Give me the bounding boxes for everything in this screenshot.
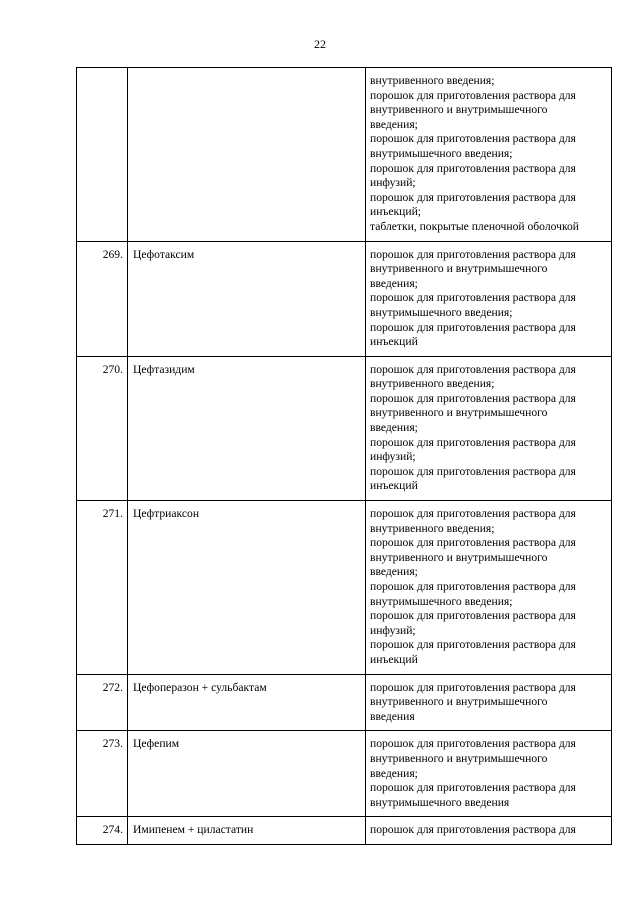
dosage-form-line: таблетки, покрытые пленочной оболочкой [370, 219, 579, 233]
table-body [77, 68, 612, 845]
drug-name: Имипенем + циластатин [128, 817, 366, 845]
table-row [77, 68, 612, 242]
dosage-form-line: порошок для приготовления раствора для [370, 823, 576, 837]
row-number: 270. [77, 356, 128, 500]
row-number: 271. [77, 501, 128, 675]
dosage-form-line: внутривенного введения; [370, 521, 495, 535]
row-number: 274. [77, 817, 128, 845]
dosage-form-line: введения; [370, 766, 418, 780]
dosage-form-line: порошок для приготовления раствора для [370, 580, 576, 593]
dosage-form-line: порошок для приготовления раствора для [370, 507, 576, 521]
dosage-form-line: порошок для приготовления раствора для [370, 247, 576, 261]
drug-name: Цефоперазон + сульбактам [128, 674, 366, 731]
dosage-forms [366, 356, 612, 500]
table-row [77, 731, 612, 817]
drug-name: Цефотаксим [128, 241, 366, 356]
dosage-form-line: внутривенного введения; [370, 377, 495, 391]
dosage-forms [366, 674, 612, 731]
dosage-form-line: введения; [370, 421, 418, 435]
row-number: 273. [77, 731, 128, 817]
dosage-form-line: введения; [370, 117, 418, 131]
dosage-form-line: инфузий; [370, 450, 416, 464]
dosage-form-line: порошок для приготовления раствора для [370, 638, 576, 652]
dosage-form-line: порошок для приготовления раствора для [370, 161, 576, 175]
dosage-form-line: внутривенного введения; [370, 74, 495, 87]
dosage-form-line: инфузий; [370, 176, 416, 190]
dosage-form-line: порошок для приготовления раствора для [370, 190, 576, 204]
dosage-forms [366, 817, 612, 845]
dosage-form-line: порошок для приготовления раствора для [370, 320, 576, 334]
table-row [77, 501, 612, 675]
dosage-form-line: введения; [370, 565, 418, 579]
row-number: 272. [77, 674, 128, 731]
dosage-form-line: внутривенного и внутримышечного [370, 406, 548, 420]
drug-name: Цефтазидим [128, 356, 366, 500]
dosage-form-line: порошок для приготовления раствора для [370, 609, 576, 623]
dosage-forms [366, 501, 612, 675]
dosage-form-line: внутримышечного введения [370, 795, 510, 809]
dosage-form-line: порошок для приготовления раствора для [370, 362, 576, 376]
dosage-forms [366, 731, 612, 817]
dosage-form-line: внутривенного и внутримышечного [370, 751, 548, 765]
page-number: 22 [314, 37, 326, 51]
table-row [77, 674, 612, 731]
table-row [77, 817, 612, 845]
dosage-form-line: внутримышечного введения; [370, 146, 513, 160]
dosage-form-line: внутримышечного введения; [370, 594, 513, 608]
table-row [77, 241, 612, 356]
table-row [77, 356, 612, 500]
row-number [77, 68, 128, 242]
dosage-forms [366, 241, 612, 356]
dosage-form-line: порошок для приготовления раствора для [370, 88, 576, 102]
dosage-form-line: внутривенного и внутримышечного [370, 695, 548, 709]
drug-name [128, 68, 366, 242]
dosage-form-line: внутривенного и внутримышечного [370, 262, 548, 276]
dosage-form-line: порошок для приготовления раствора для [370, 680, 576, 694]
drug-name: Цефепим [128, 731, 366, 817]
dosage-form-line: порошок для приготовления раствора для [370, 391, 576, 405]
dosage-form-line: порошок для приготовления раствора для [370, 781, 576, 795]
dosage-form-line: внутримышечного введения; [370, 305, 513, 319]
dosage-form-line: порошок для приготовления раствора для [370, 737, 576, 751]
dosage-forms [366, 68, 612, 242]
drug-table [76, 67, 612, 845]
dosage-form-line: инъекций [370, 335, 418, 349]
dosage-form-line: введения; [370, 276, 418, 290]
dosage-form-line: порошок для приготовления раствора для [370, 435, 576, 449]
dosage-form-line: инъекций; [370, 205, 422, 219]
dosage-form-line: порошок для приготовления раствора для [370, 291, 576, 305]
dosage-form-line: порошок для приготовления раствора для [370, 464, 576, 478]
dosage-form-line: порошок для приготовления раствора для [370, 536, 576, 550]
row-number: 269. [77, 241, 128, 356]
dosage-form-line: порошок для приготовления раствора для [370, 132, 576, 146]
drug-name: Цефтриаксон [128, 501, 366, 675]
dosage-form-line: внутривенного и внутримышечного [370, 103, 548, 117]
dosage-form-line: внутривенного и внутримышечного [370, 550, 548, 564]
dosage-form-line: инъекций [370, 479, 418, 493]
dosage-form-line: введения [370, 709, 415, 723]
dosage-form-line: инъекций [370, 652, 418, 666]
dosage-form-line: инфузий; [370, 623, 416, 637]
